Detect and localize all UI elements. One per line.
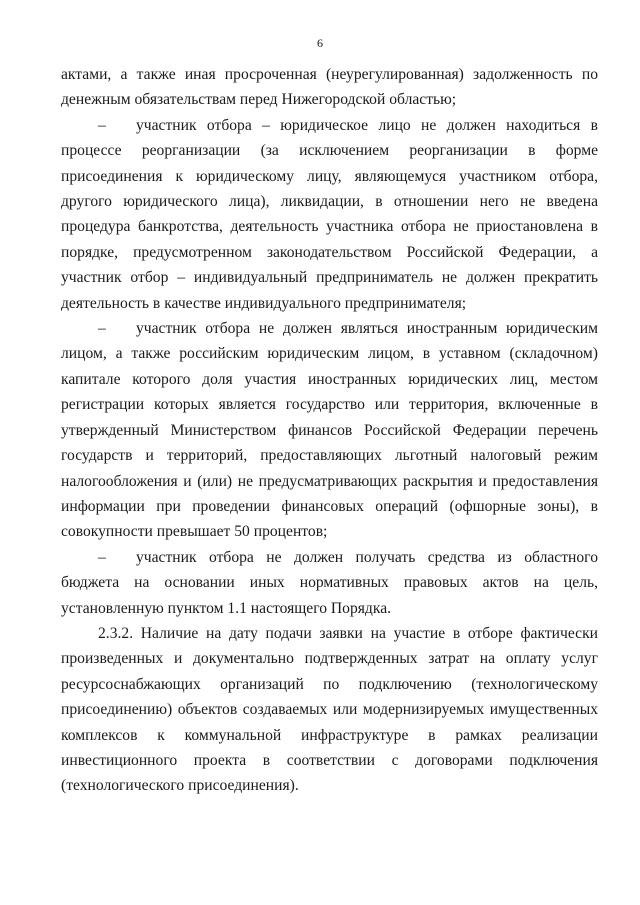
bullet-item-foreign-entity [61, 316, 598, 545]
bullet-text: участник отбора не должен являться иностранным юридическим лицом, а также российским юридическим лицом, в уставном (складочном) капитале которого доля участия иностранных юридических лиц, местом регистрации которых является государство или территория, включенные в утвержденный Министерством финансов Российской Федерации перечень государств и территорий, предоставляющих льготный налоговый режим налогообложения и (или) не предусматривающих раскрытия и предоставления информации при проведении финансовых операций (офшорные зоны), в совокупности превышает 50 процентов; [61, 320, 598, 541]
document-body [61, 62, 598, 799]
bullet-item-reorganization [61, 113, 598, 316]
page-number: 6 [317, 36, 323, 50]
bullet-dash: – [98, 116, 106, 134]
paragraph-text: актами, а также иная просроченная (неурегулированная) задолженность по денежным обязательствам перед Нижегородской областью; [61, 66, 598, 109]
bullet-item-budget-funds [61, 545, 598, 621]
clause-text: 2.3.2. Наличие на дату подачи заявки на участие в отборе фактически произведенных и документально подтвержденных затрат на оплату услуг ресурсоснабжающих организаций по подключению (технологическому присоединению) объектов создаваемых или модернизируемых имущественных комплексов к коммунальной инфраструктуре в рамках реализации инвестиционного проекта в соответствии с договорами подключения (технологического присоединения). [61, 624, 598, 795]
bullet-dash: – [98, 548, 106, 566]
clause-2-3-2 [61, 621, 598, 799]
bullet-text: участник отбора – юридическое лицо не должен находиться в процессе реорганизации (за исключением реорганизации в форме присоединения к юридическому лицу, являющемуся участником отбора, другого юридического лица), ликвидации, в отношении него не введена процедура банкротства, деятельность участника отбора не приостановлена в порядке, предусмотренном законодательством Российской Федерации, а участник отбор – индивидуальный предприниматель не должен прекратить деятельность в качестве индивидуального предпринимателя; [61, 116, 598, 312]
paragraph-continuation [61, 62, 598, 113]
bullet-text: участник отбора не должен получать средства из областного бюджета на основании иных нормативных правовых актов на цель, установленную пунктом 1.1 настоящего Порядка. [61, 548, 598, 617]
bullet-dash: – [98, 320, 106, 338]
